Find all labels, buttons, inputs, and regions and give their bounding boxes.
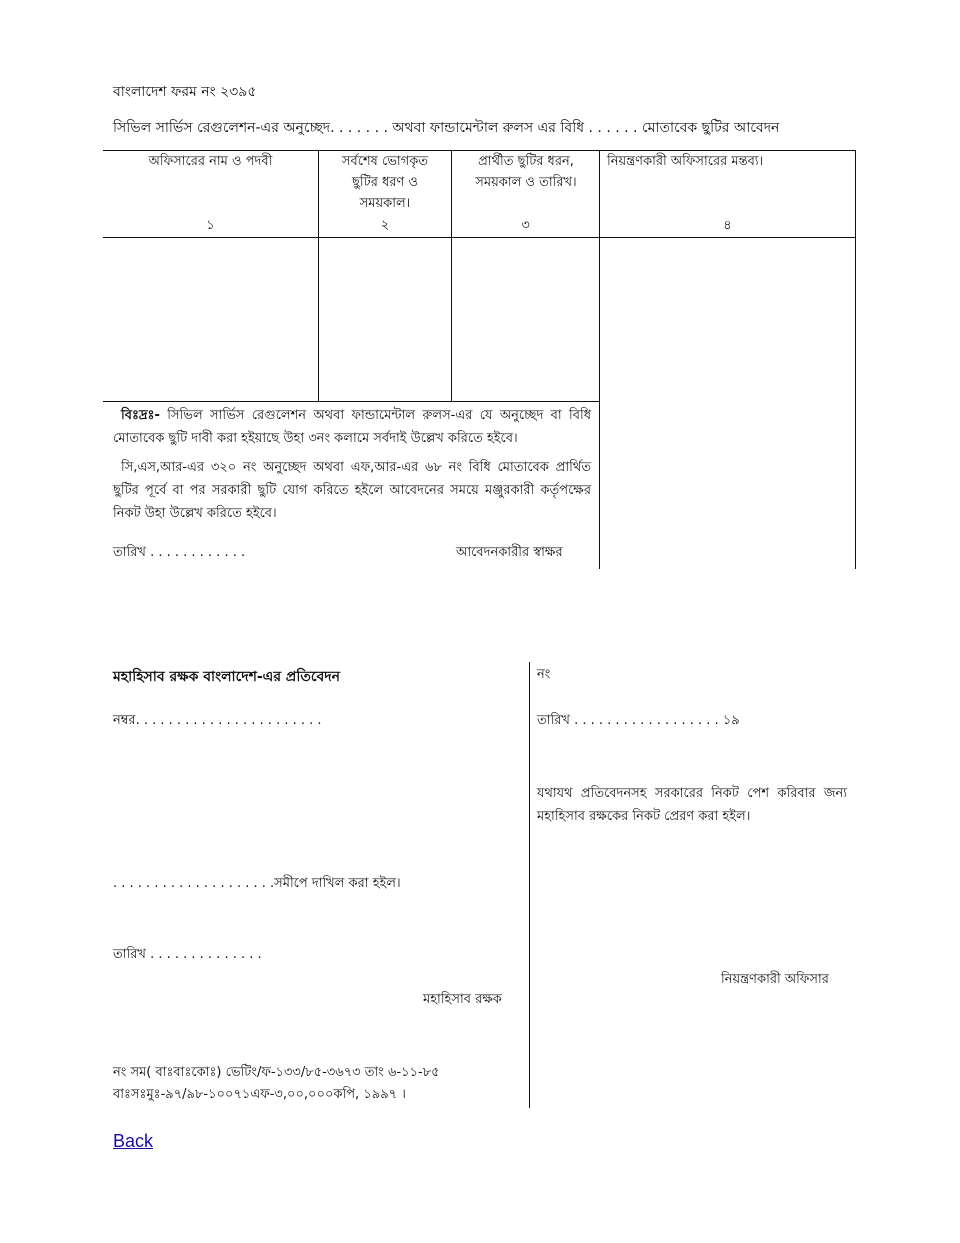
controller-date: তারিখ . . . . . . . . . . . . . . . . . . ১৯ (537, 713, 740, 728)
column-divider-3 (599, 150, 600, 569)
report-submitted: . . . . . . . . . . . . . . . . . . . .সমীপে দাখিল করা হইল। (113, 876, 401, 891)
header-controller-comment: নিয়ন্ত্রণকারী অফিসারের মন্তব্য। (607, 154, 764, 169)
note-paragraph-1 (113, 404, 591, 450)
column-number-3: ৩ (521, 218, 530, 233)
header-requested-leave: প্রার্থীত ছুটির ধরন, সময়কাল ও তারিখ। (475, 154, 577, 190)
form-title: সিভিল সার্ভিস রেগুলেশন-এর অনুচ্ছেদ. . . . . . . অথবা ফান্ডামেন্টাল রুলস এর বিধি . . . . . . মোতাবেক ছুটির আবেদন (113, 120, 780, 136)
report-title: মহাহিসাব রক্ষক বাংলাদেশ-এর প্রতিবেদন (113, 669, 340, 685)
note-paragraph-2: সি,এস,আর-এর ৩২০ নং অনুচ্ছেদ অথবা এফ,আর-এর ৬৮ নং বিধি মোতাবেক প্রার্থিত ছুটির পূর্বে বা পর সরকারী ছুটি যোগ করিতে হইলে আবেদনের সময়ে মঞ্জুরকারী কর্তৃপক্ষের নিকট উহা উল্লেখ করিতে হইবে। (113, 460, 591, 521)
controller-forward-text: যথাযথ প্রতিবেদনসহ সরকারের নিকট পেশ করিবার জন্য মহাহিসাব রক্ষকের নিকট প্রেরণ করা হইল। (537, 786, 847, 824)
header-last-leave: সর্বশেষ ভোগকৃত ছুটির ধরণ ও সময়কাল। (341, 154, 429, 211)
table-body-bottom-border (103, 401, 600, 402)
table-right-border (855, 150, 856, 569)
column-number-4: ৪ (723, 218, 732, 233)
report-date: তারিখ . . . . . . . . . . . . . . (113, 947, 262, 962)
back-link[interactable]: Back (113, 1131, 154, 1151)
report-footer-line-1: নং সম( বাঃবাঃকোঃ) ভেটিং/ফ-১৩৩/৮৫-৩৬৭৩ তাং ৬-১১-৮৫ (113, 1065, 440, 1080)
report-signature: মহাহিসাব রক্ষক (423, 992, 502, 1007)
column-number-2: ২ (380, 218, 390, 233)
applicant-date: তারিখ . . . . . . . . . . . . (113, 545, 246, 560)
header-officer-name: অফিসারের নাম ও পদবী (148, 154, 273, 169)
controller-signature: নিয়ন্ত্রণকারী অফিসার (721, 972, 829, 987)
note-label: বিঃদ্রঃ- (121, 408, 160, 423)
applicant-signature: আবেদনকারীর স্বাক্ষর (456, 545, 563, 560)
note-text-1: সিভিল সার্ভিস রেগুলেশন অথবা ফান্ডামেন্টাল রুলস-এর যে অনুচ্ছেদ বা বিধি মোতাবেক ছুটি দাবী করা হইয়াছে উহা ৩নং কলামে সর্বদাই উল্লেখ করিতে হইবে। (113, 408, 591, 446)
report-section-divider (529, 662, 530, 1108)
column-number-1: ১ (206, 218, 215, 233)
controller-number: নং (537, 667, 551, 682)
column-divider-2 (451, 150, 452, 401)
form-number: বাংলাদেশ ফরম নং ২৩৯৫ (113, 84, 257, 100)
report-footer-line-2: বাঃসঃমুঃ-৯৭/৯৮-১০০৭১এফ-৩,০০,০০০কপি, ১৯৯৭ । (113, 1087, 406, 1102)
report-number: নম্বর. . . . . . . . . . . . . . . . . . . . . . . (113, 713, 322, 728)
column-divider-1 (318, 150, 319, 401)
table-header-bottom-border (103, 237, 856, 238)
